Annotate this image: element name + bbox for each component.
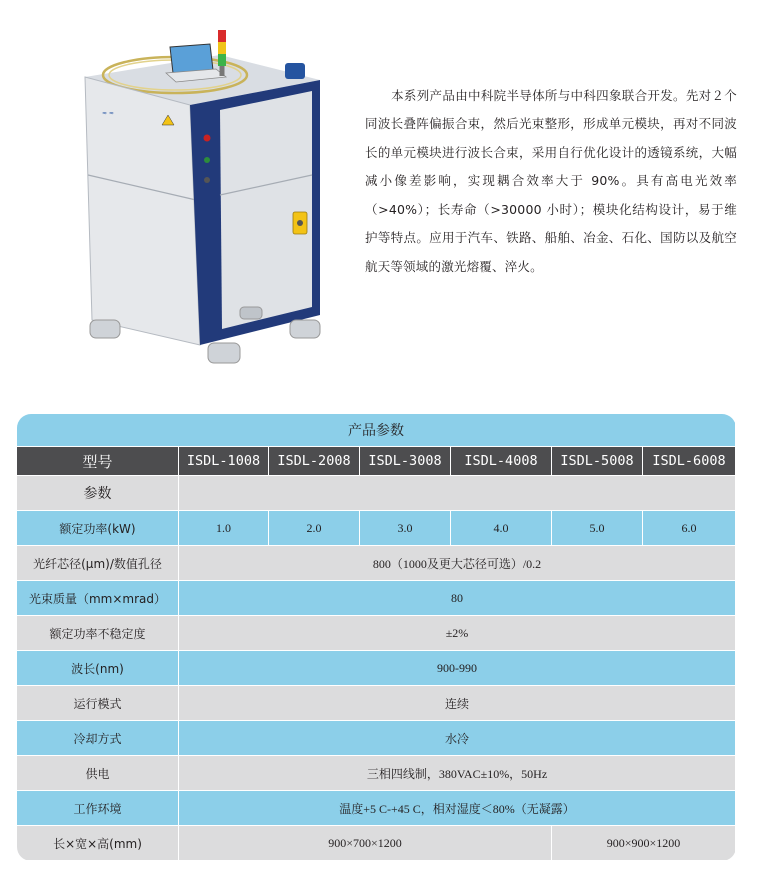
table-row: [17, 616, 736, 651]
row-label: 工作环境: [17, 791, 179, 826]
cell-value: 3.0: [360, 511, 451, 546]
model-label: 型号: [17, 447, 179, 476]
cell-value: 900×900×1200: [552, 826, 736, 861]
table-row: [17, 511, 736, 546]
model-name: ISDL-3008: [360, 447, 451, 476]
cell-value: 900×700×1200: [179, 826, 552, 861]
row-label: 额定功率(kW): [17, 511, 179, 546]
product-parameters-table: [16, 413, 736, 861]
row-label: 波长(nm): [17, 651, 179, 686]
cell-value: 1.0: [179, 511, 269, 546]
table-row: [17, 686, 736, 721]
cell-value: 80: [179, 581, 736, 616]
row-label: 长×宽×高(mm): [17, 826, 179, 861]
model-name: ISDL-4008: [451, 447, 552, 476]
row-label: 运行模式: [17, 686, 179, 721]
table-row: [17, 581, 736, 616]
cell-value: 三相四线制，380VAC±10%，50Hz: [179, 756, 736, 791]
cell-value: ±2%: [179, 616, 736, 651]
cell-value: 5.0: [552, 511, 643, 546]
table-row: [17, 721, 736, 756]
row-label: 额定功率不稳定度: [17, 616, 179, 651]
model-name: ISDL-5008: [552, 447, 643, 476]
row-label: 光纤芯径(μm)/数值孔径: [17, 546, 179, 581]
cell-value: 4.0: [451, 511, 552, 546]
svg-text:≈ ≈: ≈ ≈: [102, 110, 114, 117]
table-row: [17, 756, 736, 791]
model-name: ISDL-6008: [643, 447, 736, 476]
product-description: 本系列产品由中科院半导体所与中科四象联合开发。先对２个同波长叠阵偏振合束，然后光束整形，形成单元模块，再对不同波长的单元模块进行波长合束，采用自行优化设计的透镜系统，大幅减小像差影响，实现耦合效率大于 90%。具有高电光效率（>40%）；长寿命（>30000 小时）；模块化结构设计，易于维护等特点。应用于汽车、铁路、船舶、冶金、石化、国防以及航空航天等领域的激光熔覆、淬火。: [365, 87, 737, 274]
table-row: [17, 791, 736, 826]
param-header-fill: [179, 476, 736, 511]
row-label: 冷却方式: [17, 721, 179, 756]
model-name: ISDL-1008: [179, 447, 269, 476]
row-label: 光束质量（mm×mrad）: [17, 581, 179, 616]
cell-value: 2.0: [269, 511, 360, 546]
table-row: [17, 546, 736, 581]
table-row: [17, 651, 736, 686]
table-title: 产品参数: [17, 414, 736, 447]
model-name: ISDL-2008: [269, 447, 360, 476]
laser-device-image: [80, 25, 340, 370]
cell-value: 800（1000及更大芯径可选）/0.2: [179, 546, 736, 581]
cell-value: 连续: [179, 686, 736, 721]
cell-value: 水冷: [179, 721, 736, 756]
cell-value: 900-990: [179, 651, 736, 686]
cell-value: 温度+5 C-+45 C，相对湿度＜80%（无凝露）: [179, 791, 736, 826]
cell-value: 6.0: [643, 511, 736, 546]
row-label: 供电: [17, 756, 179, 791]
table-row: [17, 826, 736, 861]
param-label: 参数: [17, 476, 179, 511]
